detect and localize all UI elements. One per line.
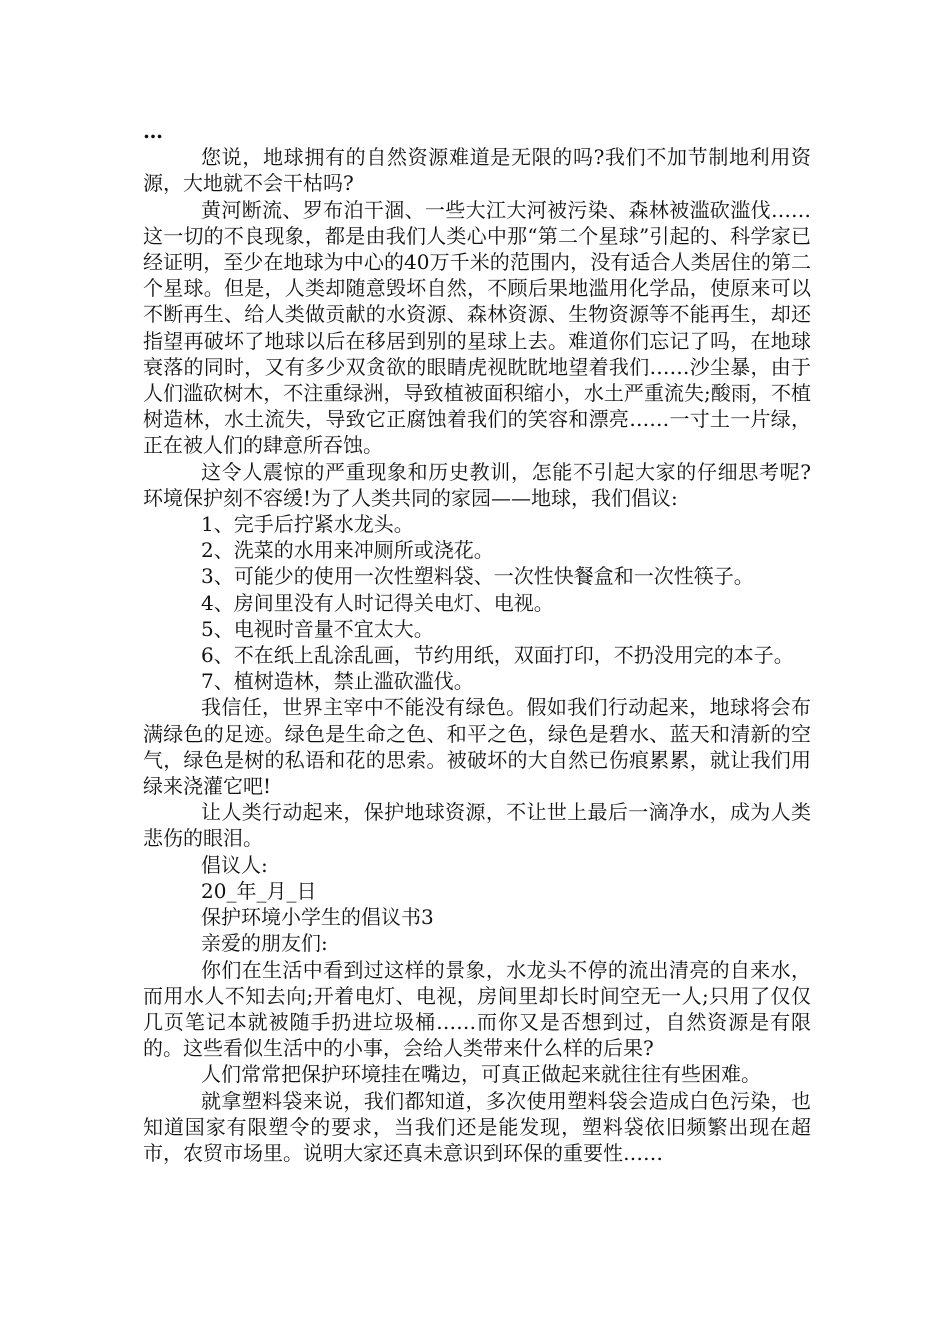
paragraph-proposal-intro: 这令人震惊的严重现象和历史教训，怎能不引起大家的仔细思考呢?环境保护刻不容缓!为了人类共同的家园——地球，我们倡议: <box>143 459 811 510</box>
proposal-item-3: 3、可能少的使用一次性塑料袋、一次性快餐盒和一次性筷子。 <box>201 564 754 589</box>
document-body <box>143 118 811 1166</box>
salutation: 亲爱的朋友们: <box>201 931 328 956</box>
proposal-item-7: 7、植树造林，禁止滥砍滥伐。 <box>201 669 474 694</box>
proposal-item-4: 4、房间里没有人时记得关电灯、电视。 <box>201 590 554 615</box>
paragraph-plastic-bags: 就拿塑料袋来说，我们都知道，多次使用塑料袋会造成白色污染，也知道国家有限塑令的要求，当我们还是能发现，塑料袋依旧频繁出现在超市，农贸市场里。说明大家还真未意识到环保的重要性…… <box>143 1088 811 1165</box>
leading-ellipsis: … <box>143 119 164 143</box>
signature-proposer: 倡议人: <box>201 852 268 877</box>
paragraph-natural-resources-question: 您说，地球拥有的自然资源难道是无限的吗?我们不加节制地利用资源，大地就不会干枯吗? <box>143 145 811 196</box>
proposal-item-1: 1、完手后拧紧水龙头。 <box>201 512 414 537</box>
paragraph-green-world: 我信任，世界主宰中不能没有绿色。假如我们行动起来，地球将会布满绿色的足迹。绿色是生命之色、和平之色，绿色是碧水、蓝天和清新的空气，绿色是树的私语和花的思索。被破坏的大自然已伤痕累累，就让我们用绿来浇灌它吧! <box>143 695 811 799</box>
proposal-item-5: 5、电视时音量不宜太大。 <box>201 616 434 641</box>
paragraph-call-to-action: 让人类行动起来，保护地球资源，不让世上最后一滴净水，成为人类悲伤的眼泪。 <box>143 800 811 851</box>
paragraph-hard-to-practice: 人们常常把保护环境挂在嘴边，可真正做起来就往往有些困难。 <box>201 1062 761 1087</box>
signature-date: 20_年_月_日 <box>201 878 317 903</box>
paragraph-daily-waste: 你们在生活中看到过这样的景象，水龙头不停的流出清亮的自来水，而用水人不知去向;开着电灯、电视，房间里却长时间空无一人;只用了仅仅几页笔记本就被随手扔进垃圾桶……而你又是否想到过，自然资源是有限的。这些看似生活中的小事，会给人类带来什么样的后果? <box>143 957 811 1061</box>
proposal-item-6: 6、不在纸上乱涂乱画，节约用纸，双面打印，不扔没用完的本子。 <box>201 643 794 668</box>
proposal-item-2: 2、洗菜的水用来冲厕所或浇花。 <box>201 538 494 563</box>
section-title: 保护环境小学生的倡议书3 <box>201 905 434 930</box>
paragraph-environmental-damage: 黄河断流、罗布泊干涸、一些大江大河被污染、森林被滥砍滥伐……这一切的不良现象，都是由我们人类心中那“第二个星球”引起的、科学家已经证明，至少在地球为中心的40万千米的范围内，没有适合人类居住的第二个星球。但是，人类却随意毁坏自然，不顾后果地滥用化学品，使原来可以不断再生、给人类做贡献的水资源、森林资源、生物资源等不能再生，却还指望再破坏了地球以后在移居到别的星球上去。难道你们忘记了吗，在地球衰落的同时，又有多少双贪欲的眼睛虎视眈眈地望着我们……沙尘暴，由于人们滥砍树木，不注重绿洲，导致植被面积缩小，水土严重流失;酸雨，不植树造林，水土流失，导致它正腐蚀着我们的笑容和漂亮……一寸土一片绿，正在被人们的肆意所吞蚀。 <box>143 197 811 458</box>
